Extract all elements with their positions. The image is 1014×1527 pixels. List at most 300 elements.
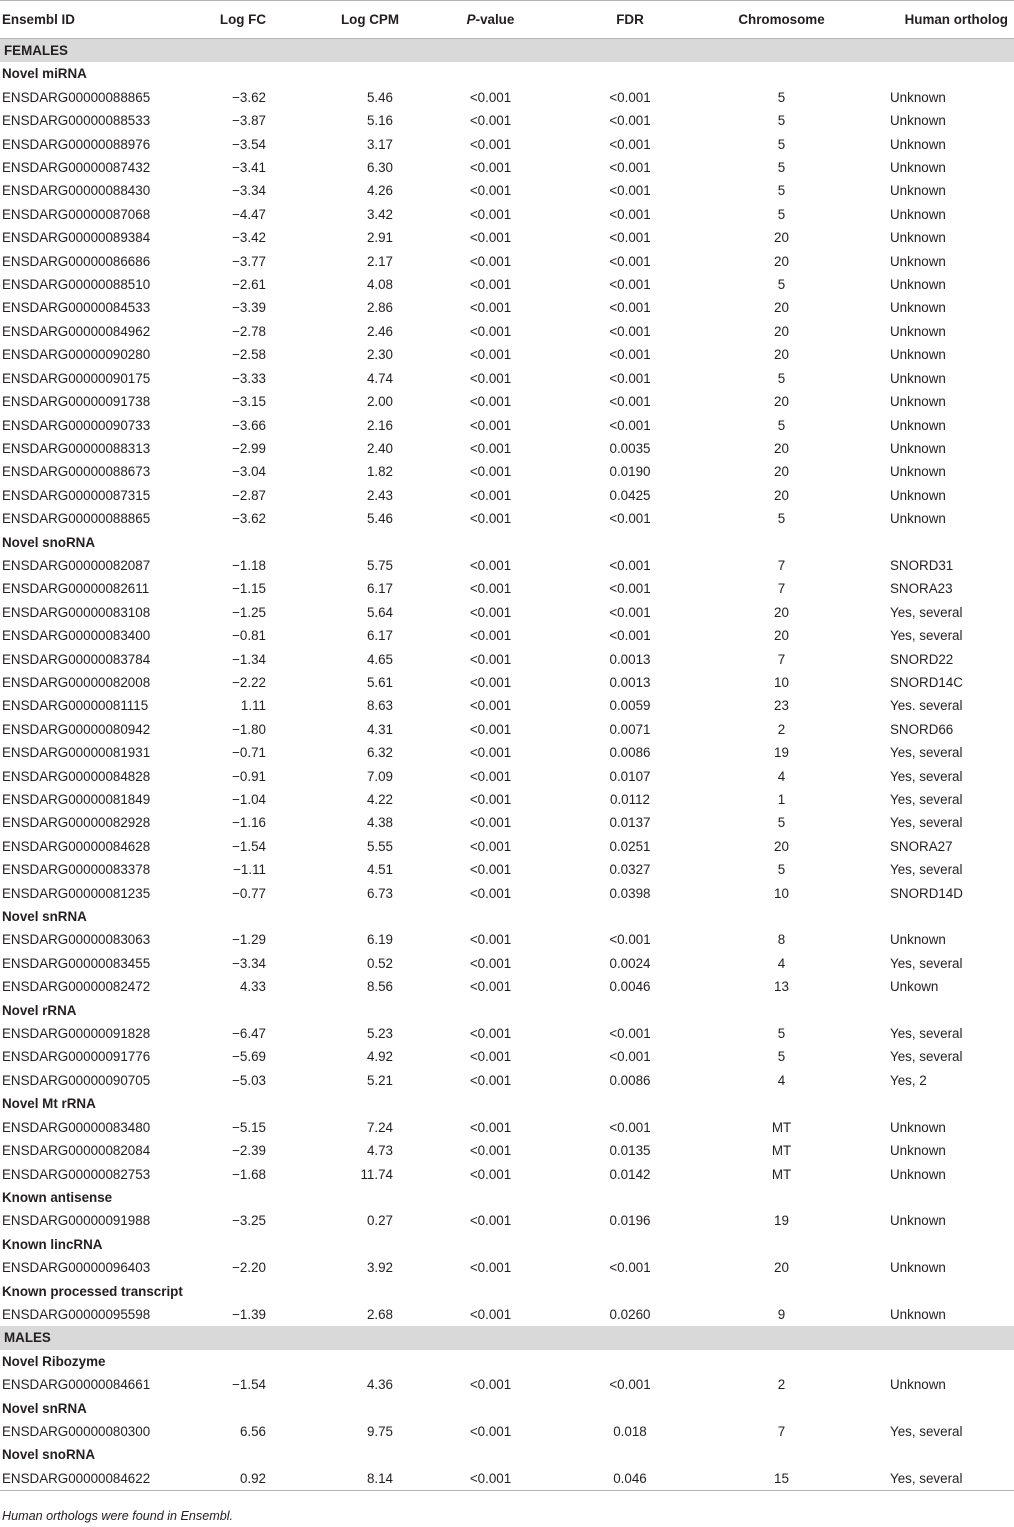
- cell-log-cpm: 4.65: [366, 651, 393, 667]
- category-row: [0, 905, 1014, 928]
- header-log-cpm: Log CPM: [272, 1, 409, 39]
- cell-log-fc: 0.92: [180, 1467, 272, 1491]
- cell-fdr: <0.001: [609, 628, 651, 644]
- cell-log-cpm: 2.86: [366, 300, 393, 316]
- cell-fdr: 0.0086: [609, 1072, 651, 1088]
- cell-fdr: <0.001: [609, 370, 651, 386]
- header-log-fc: Log FC: [180, 1, 272, 39]
- cell-log-cpm: 7.24: [366, 1119, 393, 1135]
- cell-ensembl-id: ENSDARG00000090175: [2, 370, 151, 386]
- cell-log-fc: 6.56: [239, 1423, 266, 1439]
- cell-log-fc: 1.11: [240, 698, 266, 714]
- cell-p-value: <0.001: [469, 628, 512, 644]
- cell-ensembl-id: ENSDARG00000091988: [2, 1213, 151, 1229]
- cell-human-ortholog: Unknown: [890, 464, 946, 480]
- cell-log-fc: −1.29: [232, 932, 266, 948]
- table-header: [0, 1, 1014, 39]
- cell-ensembl-id: ENSDARG00000096403: [2, 1260, 151, 1276]
- table-row: [0, 1069, 1014, 1092]
- category-label: Novel snRNA: [2, 909, 87, 925]
- footnote: Human orthologs were found in Ensembl.: [2, 1509, 234, 1523]
- table-row: [0, 671, 1014, 694]
- cell-p-value: <0.001: [469, 768, 512, 784]
- category-label: Novel snRNA: [2, 1400, 87, 1416]
- cell-chromosome: MT: [771, 1143, 792, 1159]
- cell-human-ortholog: Unknown: [890, 183, 946, 199]
- cell-log-fc: −6.47: [232, 1026, 266, 1042]
- cell-p-value: <0.001: [469, 89, 512, 105]
- cell-fdr: 0.0046: [609, 979, 651, 995]
- cell-log-fc: −1.11: [233, 862, 266, 878]
- table-row: [0, 1256, 1014, 1279]
- cell-fdr: 0.0251: [609, 838, 651, 854]
- table-row: [0, 1303, 1014, 1326]
- cell-log-fc: −3.34: [232, 183, 266, 199]
- cell-human-ortholog: Unknown: [890, 323, 946, 339]
- cell-fdr: 0.0013: [609, 651, 651, 667]
- cell-chromosome: 7: [777, 581, 786, 597]
- cell-p-value: <0.001: [469, 955, 512, 971]
- cell-human-ortholog: Unknown: [890, 230, 946, 246]
- cell-human-ortholog: SNORA27: [890, 838, 953, 854]
- cell-fdr: <0.001: [609, 1377, 651, 1393]
- cell-log-cpm: 6.17: [366, 628, 393, 644]
- cell-p-value: <0.001: [469, 932, 512, 948]
- cell-p-value: <0.001: [469, 745, 512, 761]
- cell-ensembl-id: ENSDARG00000084622: [0, 1467, 180, 1491]
- section-row: [0, 39, 1014, 63]
- cell-ensembl-id: ENSDARG00000082611: [2, 581, 150, 597]
- cell-chromosome: 5: [777, 1026, 786, 1042]
- cell-human-ortholog: Unknown: [890, 253, 946, 269]
- cell-fdr: 0.0059: [609, 698, 651, 714]
- cell-chromosome: 20: [774, 487, 789, 503]
- table-row: [0, 1373, 1014, 1396]
- table-row: [0, 835, 1014, 858]
- cell-log-cpm: 2.68: [366, 1306, 393, 1322]
- cell-log-cpm: 3.17: [366, 136, 393, 152]
- table-row: [0, 928, 1014, 951]
- cell-human-ortholog: Unknown: [890, 487, 946, 503]
- cell-fdr: <0.001: [609, 206, 651, 222]
- table-row: [0, 179, 1014, 202]
- cell-ensembl-id: ENSDARG00000081115: [2, 698, 149, 714]
- cell-fdr: <0.001: [609, 1026, 651, 1042]
- cell-p-value: <0.001: [469, 206, 512, 222]
- cell-human-ortholog: SNORD14D: [890, 885, 963, 901]
- cell-chromosome: 5: [777, 370, 786, 386]
- cell-p-value: <0.001: [469, 651, 512, 667]
- table-row: [0, 343, 1014, 366]
- cell-ensembl-id: ENSDARG00000090733: [2, 417, 151, 433]
- cell-human-ortholog: Unknown: [890, 440, 946, 456]
- cell-p-value: <0.001: [409, 1467, 572, 1491]
- cell-human-ortholog: Unknown: [890, 206, 946, 222]
- table-row: [0, 718, 1014, 741]
- cell-fdr: 0.0071: [609, 721, 651, 737]
- cell-log-cpm: 5.46: [366, 89, 393, 105]
- cell-p-value: <0.001: [469, 1049, 512, 1065]
- cell-log-cpm: 5.75: [366, 557, 393, 573]
- table-row: [0, 1209, 1014, 1232]
- cell-ensembl-id: ENSDARG00000088430: [2, 183, 151, 199]
- cell-log-fc: −0.91: [232, 768, 266, 784]
- cell-log-cpm: 6.17: [366, 581, 393, 597]
- category-row: [0, 1280, 1014, 1303]
- cell-log-cpm: 4.74: [366, 370, 393, 386]
- cell-log-cpm: 4.31: [366, 721, 393, 737]
- cell-fdr: <0.001: [609, 932, 651, 948]
- cell-fdr: 0.0035: [609, 440, 651, 456]
- table-row: [0, 1116, 1014, 1139]
- cell-p-value: <0.001: [469, 394, 512, 410]
- table-row: [0, 250, 1014, 273]
- table-row: [0, 694, 1014, 717]
- category-row: [0, 1443, 1014, 1466]
- cell-chromosome: 10: [774, 674, 789, 690]
- cell-human-ortholog: Yes, several: [890, 792, 963, 807]
- cell-p-value: <0.001: [469, 417, 512, 433]
- cell-log-fc: −1.54: [232, 838, 266, 854]
- table-body: [0, 39, 1014, 1491]
- cell-ensembl-id: ENSDARG00000084533: [2, 300, 151, 316]
- cell-log-cpm: 7.09: [366, 768, 393, 784]
- cell-p-value: <0.001: [469, 979, 512, 995]
- cell-log-fc: −2.78: [232, 323, 266, 339]
- cell-fdr: 0.0024: [609, 955, 651, 971]
- cell-fdr: <0.001: [609, 89, 651, 105]
- table-row: [0, 858, 1014, 881]
- cell-chromosome: 5: [777, 815, 786, 831]
- cell-chromosome: 20: [774, 440, 789, 456]
- cell-p-value: <0.001: [469, 1423, 512, 1439]
- cell-p-value: <0.001: [469, 113, 512, 129]
- cell-ensembl-id: ENSDARG00000084628: [2, 838, 151, 854]
- cell-log-cpm: 5.61: [366, 674, 393, 690]
- cell-ensembl-id: ENSDARG00000081849: [2, 792, 151, 807]
- cell-log-cpm: 4.36: [366, 1377, 393, 1393]
- cell-log-fc: −1.18: [232, 557, 266, 573]
- cell-ensembl-id: ENSDARG00000088533: [2, 113, 151, 129]
- table-row: [0, 484, 1014, 507]
- table-row: [0, 507, 1014, 530]
- cell-p-value: <0.001: [469, 230, 512, 246]
- cell-human-ortholog: Unknown: [890, 1260, 946, 1276]
- cell-p-value: <0.001: [469, 557, 512, 573]
- cell-p-value: <0.001: [469, 815, 512, 831]
- cell-fdr: 0.0196: [609, 1213, 651, 1229]
- cell-log-cpm: 5.16: [366, 113, 393, 129]
- cell-chromosome: 20: [774, 628, 789, 644]
- cell-fdr: <0.001: [609, 136, 651, 152]
- cell-log-cpm: 11.74: [360, 1166, 393, 1182]
- cell-ensembl-id: ENSDARG00000083784: [2, 651, 151, 667]
- category-row: [0, 1092, 1014, 1115]
- cell-ensembl-id: ENSDARG00000088510: [2, 277, 151, 293]
- cell-log-fc: −2.99: [232, 440, 266, 456]
- cell-log-fc: −1.25: [232, 604, 266, 620]
- category-label: Novel snoRNA: [2, 534, 96, 550]
- cell-human-ortholog: Yes, several: [890, 628, 963, 644]
- cell-human-ortholog: Yes. several: [890, 698, 963, 714]
- cell-chromosome: 20: [774, 323, 789, 339]
- cell-chromosome: 20: [774, 604, 789, 620]
- cell-p-value: <0.001: [469, 581, 512, 597]
- cell-ensembl-id: ENSDARG00000086686: [2, 253, 151, 269]
- table-row: [0, 1139, 1014, 1162]
- cell-chromosome: 5: [777, 206, 786, 222]
- category-label: Known processed transcript: [2, 1283, 183, 1299]
- cell-fdr: 0.0107: [609, 768, 651, 784]
- table-row: [0, 1045, 1014, 1068]
- cell-log-fc: −2.20: [232, 1260, 266, 1276]
- cell-chromosome: 5: [777, 113, 786, 129]
- cell-ensembl-id: ENSDARG00000089384: [2, 230, 151, 246]
- cell-p-value: <0.001: [469, 1377, 512, 1393]
- cell-chromosome: 5: [777, 1049, 786, 1065]
- table-row: [0, 1420, 1014, 1443]
- cell-ensembl-id: ENSDARG00000090280: [2, 347, 151, 363]
- cell-fdr: <0.001: [609, 300, 651, 316]
- table-row: [0, 882, 1014, 905]
- header-p-letter: P: [466, 12, 476, 27]
- cell-fdr: <0.001: [609, 1119, 651, 1135]
- cell-ensembl-id: ENSDARG00000083378: [2, 862, 151, 878]
- cell-fdr: <0.001: [609, 183, 651, 199]
- cell-log-cpm: 2.00: [366, 394, 393, 410]
- cell-chromosome: 19: [774, 745, 789, 761]
- cell-p-value: <0.001: [469, 253, 512, 269]
- header-ensembl-id: Ensembl ID: [0, 1, 180, 39]
- cell-fdr: <0.001: [609, 581, 651, 597]
- cell-p-value: <0.001: [469, 136, 512, 152]
- cell-human-ortholog: Unknown: [890, 417, 946, 433]
- cell-chromosome: 20: [774, 300, 789, 316]
- cell-fdr: 0.0398: [609, 885, 651, 901]
- cell-log-cpm: 3.92: [366, 1260, 393, 1276]
- cell-human-ortholog: Yes, several: [890, 1423, 963, 1439]
- section-label: MALES: [0, 1326, 1014, 1349]
- cell-ensembl-id: ENSDARG00000082008: [2, 674, 151, 690]
- cell-log-fc: −1.34: [232, 651, 266, 667]
- header-fdr: FDR: [572, 1, 688, 39]
- cell-p-value: <0.001: [469, 1143, 512, 1159]
- cell-chromosome: 20: [774, 1260, 789, 1276]
- cell-log-cpm: 2.43: [366, 487, 393, 503]
- cell-chromosome: 7: [777, 1423, 786, 1439]
- cell-log-cpm: 6.32: [366, 745, 393, 761]
- cell-p-value: <0.001: [469, 440, 512, 456]
- cell-log-cpm: 5.55: [366, 838, 393, 854]
- cell-chromosome: 4: [777, 768, 786, 784]
- cell-fdr: 0.0190: [609, 464, 651, 480]
- cell-ensembl-id: ENSDARG00000082084: [2, 1143, 151, 1159]
- cell-ensembl-id: ENSDARG00000091776: [2, 1049, 151, 1065]
- cell-log-fc: −3.34: [232, 955, 266, 971]
- cell-fdr: <0.001: [609, 277, 651, 293]
- cell-ensembl-id: ENSDARG00000080942: [2, 721, 151, 737]
- cell-chromosome: 13: [774, 979, 789, 995]
- cell-log-cpm: 8.56: [366, 979, 393, 995]
- cell-fdr: 0.018: [613, 1423, 647, 1439]
- cell-log-fc: −3.39: [232, 300, 266, 316]
- cell-fdr: <0.001: [609, 1260, 651, 1276]
- cell-ensembl-id: ENSDARG00000084962: [2, 323, 151, 339]
- header-human-ortholog: Human ortholog: [875, 1, 1014, 39]
- cell-ensembl-id: ENSDARG00000083480: [2, 1119, 151, 1135]
- cell-fdr: <0.001: [609, 604, 651, 620]
- cell-log-cpm: 4.26: [366, 183, 393, 199]
- cell-human-ortholog: Unknown: [890, 277, 946, 293]
- category-label: Novel miRNA: [2, 66, 87, 82]
- cell-log-cpm: 2.16: [366, 417, 393, 433]
- cell-human-ortholog: Yes, several: [890, 1049, 963, 1065]
- cell-p-value: <0.001: [469, 698, 512, 714]
- cell-human-ortholog: Unknown: [890, 300, 946, 316]
- cell-human-ortholog: Unknown: [890, 136, 946, 152]
- cell-log-fc: −2.22: [232, 674, 266, 690]
- cell-p-value: <0.001: [469, 604, 512, 620]
- table-row: [0, 273, 1014, 296]
- cell-p-value: <0.001: [469, 323, 512, 339]
- cell-fdr: <0.001: [609, 160, 651, 176]
- cell-fdr: <0.001: [609, 417, 651, 433]
- cell-chromosome: 20: [774, 253, 789, 269]
- table-row: [0, 367, 1014, 390]
- cell-chromosome: MT: [771, 1166, 792, 1182]
- cell-human-ortholog: SNORD31: [890, 557, 954, 573]
- cell-log-cpm: 4.22: [366, 792, 393, 807]
- table-row: [0, 765, 1014, 788]
- cell-chromosome: 2: [777, 1377, 786, 1393]
- category-label: Novel Ribozyme: [2, 1353, 106, 1369]
- table-row: [0, 648, 1014, 671]
- cell-p-value: <0.001: [469, 838, 512, 854]
- cell-log-fc: −0.81: [232, 628, 266, 644]
- cell-log-fc: −3.41: [232, 160, 266, 176]
- table-row: [0, 226, 1014, 249]
- cell-fdr: 0.0013: [609, 674, 651, 690]
- cell-human-ortholog: Yes, several: [890, 815, 963, 831]
- cell-ensembl-id: ENSDARG00000083063: [2, 932, 151, 948]
- cell-log-fc: −1.15: [232, 581, 266, 597]
- cell-ensembl-id: ENSDARG00000084661: [2, 1377, 151, 1393]
- cell-ensembl-id: ENSDARG00000083455: [2, 955, 151, 971]
- cell-chromosome: 20: [774, 838, 789, 854]
- cell-ensembl-id: ENSDARG00000088865: [2, 89, 151, 105]
- cell-log-fc: −3.25: [232, 1213, 266, 1229]
- category-row: [0, 999, 1014, 1022]
- cell-human-ortholog: Yes, several: [890, 862, 963, 878]
- table-row: [0, 156, 1014, 179]
- category-label: Known antisense: [2, 1189, 113, 1205]
- cell-p-value: <0.001: [469, 511, 512, 527]
- cell-log-cpm: 8.14: [272, 1467, 409, 1491]
- cell-human-ortholog: Unknown: [890, 160, 946, 176]
- cell-log-cpm: 2.17: [366, 253, 393, 269]
- cell-ensembl-id: ENSDARG00000087068: [2, 206, 151, 222]
- cell-log-fc: −5.69: [232, 1049, 266, 1065]
- cell-chromosome: 4: [777, 1072, 786, 1088]
- cell-log-cpm: 4.08: [366, 277, 393, 293]
- cell-log-fc: −5.03: [232, 1072, 266, 1088]
- cell-chromosome: 9: [777, 1306, 786, 1322]
- cell-chromosome: 4: [777, 955, 786, 971]
- cell-log-fc: −3.87: [232, 113, 266, 129]
- cell-log-fc: −3.54: [232, 136, 266, 152]
- cell-human-ortholog: Unknown: [890, 1377, 946, 1393]
- category-row: [0, 1233, 1014, 1256]
- cell-chromosome: 1: [777, 792, 786, 807]
- cell-p-value: <0.001: [469, 1306, 512, 1322]
- cell-chromosome: 7: [777, 557, 786, 573]
- cell-human-ortholog: Yes, several: [875, 1467, 1014, 1491]
- cell-p-value: <0.001: [469, 862, 512, 878]
- table-row: [0, 952, 1014, 975]
- category-row: [0, 62, 1014, 85]
- cell-fdr: <0.001: [609, 113, 651, 129]
- cell-log-cpm: 4.51: [366, 862, 393, 878]
- cell-p-value: <0.001: [469, 1166, 512, 1182]
- cell-human-ortholog: SNORA23: [890, 581, 953, 597]
- table-row: [0, 975, 1014, 998]
- cell-ensembl-id: ENSDARG00000088865: [2, 511, 151, 527]
- cell-p-value: <0.001: [469, 160, 512, 176]
- cell-log-cpm: 6.73: [366, 885, 393, 901]
- cell-log-fc: −5.15: [232, 1119, 266, 1135]
- table-row: [0, 414, 1014, 437]
- cell-log-fc: −3.77: [232, 253, 266, 269]
- cell-p-value: <0.001: [469, 277, 512, 293]
- cell-human-ortholog: Yes, several: [890, 1026, 963, 1042]
- cell-log-cpm: 6.30: [366, 160, 393, 176]
- cell-human-ortholog: Unkown: [890, 979, 939, 995]
- cell-ensembl-id: ENSDARG00000088976: [2, 136, 151, 152]
- cell-p-value: <0.001: [469, 721, 512, 737]
- cell-p-value: <0.001: [469, 347, 512, 363]
- cell-chromosome: MT: [771, 1119, 792, 1135]
- cell-chromosome: 5: [777, 417, 786, 433]
- cell-human-ortholog: Yes, several: [890, 745, 963, 761]
- category-label: Novel Mt rRNA: [2, 1096, 96, 1112]
- cell-fdr: <0.001: [609, 253, 651, 269]
- cell-log-cpm: 1.82: [366, 464, 393, 480]
- cell-fdr: 0.0260: [609, 1306, 651, 1322]
- cell-log-fc: −3.04: [232, 464, 266, 480]
- cell-log-cpm: 5.23: [366, 1026, 393, 1042]
- cell-p-value: <0.001: [469, 370, 512, 386]
- cell-p-value: <0.001: [469, 487, 512, 503]
- cell-log-fc: −3.62: [232, 89, 266, 105]
- cell-p-value: <0.001: [469, 464, 512, 480]
- cell-log-fc: −4.47: [232, 206, 266, 222]
- table-row: [0, 554, 1014, 577]
- cell-human-ortholog: Unknown: [890, 1306, 946, 1322]
- cell-fdr: 0.0137: [609, 815, 651, 831]
- cell-fdr: 0.046: [572, 1467, 688, 1491]
- section-label: FEMALES: [0, 39, 1014, 63]
- cell-fdr: 0.0135: [609, 1143, 651, 1159]
- cell-log-cpm: 2.40: [366, 440, 393, 456]
- cell-chromosome: 5: [777, 277, 786, 293]
- table-row: [0, 577, 1014, 600]
- cell-human-ortholog: Unknown: [890, 394, 946, 410]
- cell-ensembl-id: ENSDARG00000082087: [2, 557, 151, 573]
- cell-human-ortholog: Unknown: [890, 1143, 946, 1159]
- cell-ensembl-id: ENSDARG00000082472: [2, 979, 151, 995]
- table-row: [0, 109, 1014, 132]
- cell-log-fc: −0.71: [232, 745, 266, 761]
